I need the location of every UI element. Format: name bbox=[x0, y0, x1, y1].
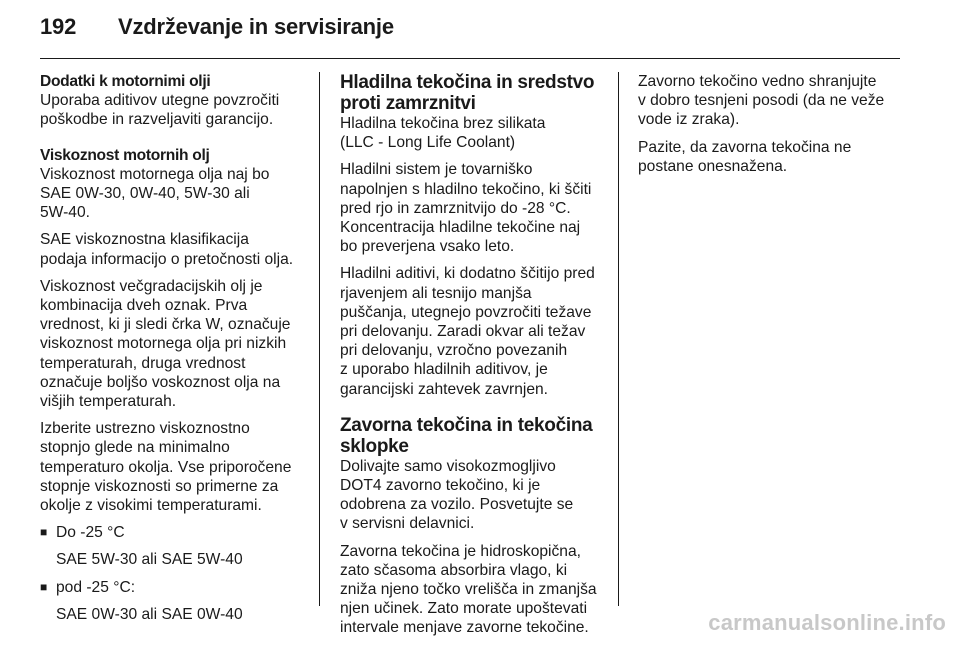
paragraph: Zavorno tekočino vedno shranjujte v dobro tesnjeni posodi (da ne veže vode iz zraka). bbox=[638, 73, 885, 129]
section-heading-coolant: Hladilna tekočina in sredstvo proti zamrznitvi bbox=[340, 72, 595, 114]
header-divider bbox=[40, 58, 900, 59]
paragraph: Hladilni aditivi, ki dodatno ščitijo pred rjavenjem ali tesnijo manjša puščanja, utegnejo povzročiti težave pri delovanju. Zaradi okvar ali težav pri delovanju, vzročno povezanih z uporabo hladilnih aditivov, je garancijski zahtevek zavrnjen. bbox=[340, 265, 595, 398]
list-item-detail: SAE 0W-30 ali SAE 0W-40 bbox=[56, 605, 243, 623]
spacer bbox=[40, 138, 308, 146]
column-2 bbox=[340, 72, 608, 646]
list-item-label: Do -25 °C bbox=[56, 524, 125, 542]
paragraph: Izberite ustrezno viskoznostno stopnjo glede na minimalno temperaturo okolja. Vse priporočene stopnje viskoznosti so primerne za okolje z visokimi temperaturami. bbox=[40, 420, 292, 515]
column-divider-1 bbox=[319, 72, 320, 606]
list-item bbox=[40, 578, 308, 597]
page-number: 192 bbox=[40, 14, 77, 39]
paragraph: Hladilna tekočina brez silikata (LLC - Long Life Coolant) bbox=[340, 115, 546, 152]
subheading-oil-viscosity: Viskoznost motornih olj bbox=[40, 146, 210, 164]
subheading-oil-additives: Dodatki k motornimi olji bbox=[40, 73, 211, 90]
paragraph: Dolivajte samo visokozmogljivo DOT4 zavorno tekočino, ki je odobrena za vozilo. Posvetujte se v servisni delavnici. bbox=[340, 457, 574, 533]
bullet-square-icon: ■ bbox=[40, 579, 48, 594]
paragraph: Zavorna tekočina je hidroskopična, zato sčasoma absorbira vlago, ki zniža njeno točko vrelišča in zmanjša njen učinek. Zato morate upoštevati intervale menjave zavorne tekočine. bbox=[340, 542, 597, 637]
paragraph: Viskoznost motornega olja naj bo SAE 0W-30, 0W-40, 5W-30 ali 5W-40. bbox=[40, 165, 270, 222]
paragraph: Pazite, da zavorna tekočina ne postane onesnažena. bbox=[638, 138, 852, 175]
list-item bbox=[40, 523, 308, 542]
column-3 bbox=[638, 72, 906, 184]
watermark-brand: carmanualsonline.info bbox=[708, 610, 946, 635]
page-header bbox=[40, 14, 394, 40]
bullet-square-icon: ■ bbox=[40, 525, 48, 540]
list-item-detail: SAE 5W-30 ali SAE 5W-40 bbox=[56, 551, 243, 569]
section-heading-brake-fluid: Zavorna tekočina in tekočina sklopke bbox=[340, 414, 593, 457]
column-divider-2 bbox=[618, 72, 619, 606]
list-item-label: pod -25 °C: bbox=[56, 578, 136, 596]
spacer bbox=[340, 407, 608, 415]
page-title: Vzdrževanje in servisiranje bbox=[118, 14, 394, 39]
column-1 bbox=[40, 72, 308, 632]
paragraph: Viskoznost večgradacijskih olj je kombinacija dveh oznak. Prva vrednost, ki ji sledi črka W, označuje viskoznost motornega olja pri nizkih temperaturah, druga vrednost označuje boljšo voskoznost olja na višjih temperaturah. bbox=[40, 277, 291, 411]
paragraph: SAE viskoznostna klasifikacija podaja informacijo o pretočnosti olja. bbox=[40, 231, 294, 268]
paragraph: Hladilni sistem je tovarniško napolnjen s hladilno tekočino, ki ščiti pred rjo in zamrznitvijo do -28 °C. Koncentracija hladilne tekočine naj bo preverjena vsako leto. bbox=[340, 161, 592, 256]
paragraph: Uporaba aditivov utegne povzročiti poškodbe in razveljaviti garancijo. bbox=[40, 92, 280, 129]
